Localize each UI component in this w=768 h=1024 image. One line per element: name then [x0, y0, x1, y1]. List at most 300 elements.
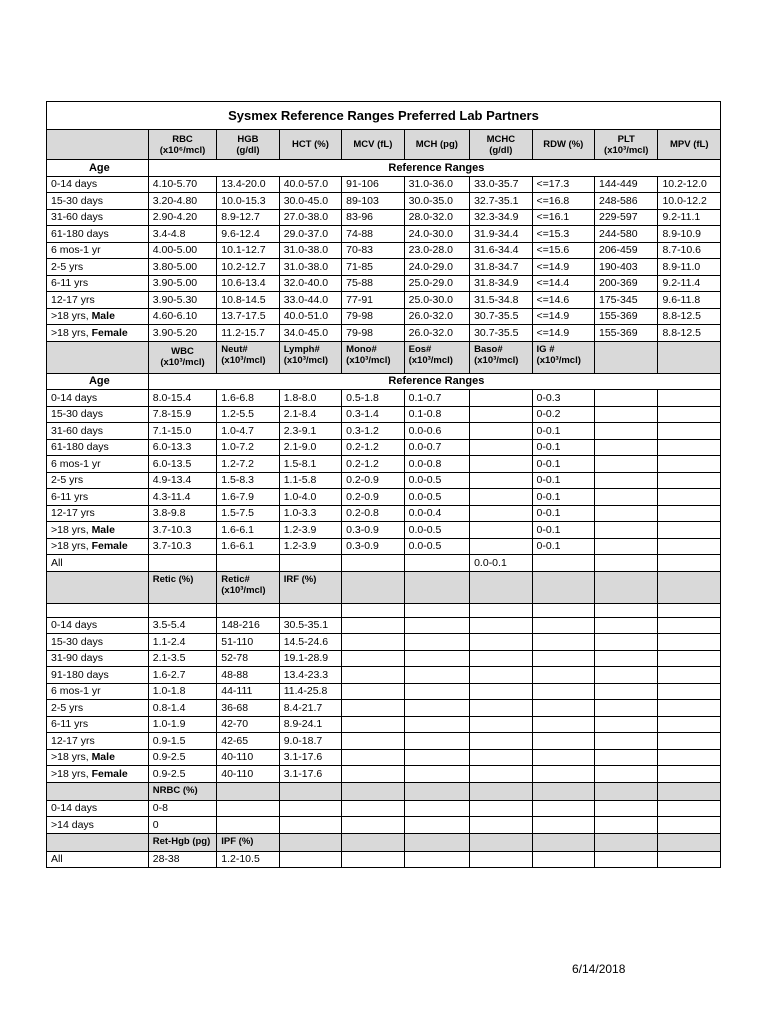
value-cell: 8.7-10.6 [658, 242, 721, 259]
value-cell: 0.1-0.7 [404, 390, 469, 407]
value-cell: 26.0-32.0 [404, 308, 469, 325]
table-row [47, 617, 721, 634]
spacer-row [47, 603, 721, 617]
value-cell: 8.9-11.0 [658, 259, 721, 276]
value-cell: 13.4-23.3 [279, 667, 341, 684]
value-cell [658, 423, 721, 440]
table-row [47, 851, 721, 868]
value-cell: 1.0-7.2 [217, 439, 279, 456]
value-cell [470, 489, 532, 506]
value-cell [658, 716, 721, 733]
value-cell [658, 683, 721, 700]
age-cell [47, 700, 149, 717]
age-cell [47, 193, 149, 210]
value-cell [470, 683, 532, 700]
age-cell [47, 439, 149, 456]
age-cell [47, 522, 149, 539]
table-row [47, 555, 721, 572]
value-cell: 1.2-3.9 [279, 538, 341, 555]
value-cell: 13.4-20.0 [217, 176, 279, 193]
value-cell: 1.2-5.5 [217, 406, 279, 423]
age-text: >18 yrs, [51, 540, 92, 553]
reference-ranges-label: Reference Ranges [148, 160, 720, 177]
table-row [47, 390, 721, 407]
value-cell [404, 650, 469, 667]
value-cell [279, 555, 341, 572]
header-row [47, 341, 721, 373]
value-cell: 33.0-44.0 [279, 292, 341, 309]
sex-label: Male [91, 751, 115, 764]
value-cell: 244-580 [595, 226, 658, 243]
value-cell [658, 505, 721, 522]
value-cell: 0.2-0.8 [342, 505, 404, 522]
value-cell [470, 538, 532, 555]
column-header [342, 833, 404, 851]
value-cell: 1.0-4.7 [217, 423, 279, 440]
age-cell [47, 634, 149, 651]
value-cell: <=14.4 [532, 275, 594, 292]
value-cell: 30.5-35.1 [279, 617, 341, 634]
value-cell: 91-106 [342, 176, 404, 193]
column-header [532, 833, 594, 851]
age-cell [47, 505, 149, 522]
value-cell: 0.3-0.9 [342, 538, 404, 555]
age-text: 2-5 yrs [51, 474, 84, 487]
value-cell: 0-0.1 [532, 522, 594, 539]
value-cell: 0.3-1.2 [342, 423, 404, 440]
value-cell [342, 766, 404, 783]
age-cell [47, 489, 149, 506]
value-cell: 1.2-7.2 [217, 456, 279, 473]
table-row [47, 683, 721, 700]
value-cell: 31.0-36.0 [404, 176, 469, 193]
value-cell: 0-0.1 [532, 538, 594, 555]
value-cell: 31.0-38.0 [279, 242, 341, 259]
value-cell [595, 538, 658, 555]
column-header-unit: (x10³/mcl) [160, 357, 205, 368]
value-cell [404, 634, 469, 651]
column-header [470, 130, 532, 160]
column-header-label: Mono# [346, 343, 377, 355]
value-cell [658, 817, 721, 834]
value-cell: 3.90-5.20 [148, 325, 217, 342]
value-cell [342, 683, 404, 700]
column-header [342, 571, 404, 603]
age-cell [47, 749, 149, 766]
value-cell: 11.2-15.7 [217, 325, 279, 342]
empty-cell [658, 603, 721, 617]
value-cell: 70-83 [342, 242, 404, 259]
value-cell [658, 667, 721, 684]
value-cell [470, 716, 532, 733]
value-cell: 44-111 [217, 683, 279, 700]
age-cell [47, 538, 149, 555]
age-text: 0-14 days [51, 802, 98, 815]
value-cell: 0-0.1 [532, 456, 594, 473]
value-cell: 2.90-4.20 [148, 209, 217, 226]
value-cell [658, 749, 721, 766]
age-cell [47, 683, 149, 700]
value-cell: 28-38 [148, 851, 217, 868]
value-cell: 175-345 [595, 292, 658, 309]
value-cell: 25.0-30.0 [404, 292, 469, 309]
value-cell: <=15.6 [532, 242, 594, 259]
value-cell [532, 700, 594, 717]
value-cell [470, 439, 532, 456]
sex-label: Female [91, 326, 128, 339]
age-text: >18 yrs, [51, 326, 92, 339]
age-text: 12-17 yrs [51, 734, 95, 747]
value-cell: 248-586 [595, 193, 658, 210]
sex-label: Male [91, 523, 115, 536]
value-cell: 3.8-9.8 [148, 505, 217, 522]
value-cell [342, 634, 404, 651]
age-text: >18 yrs, [51, 523, 92, 536]
value-cell: 1.6-7.9 [217, 489, 279, 506]
value-cell: 144-449 [595, 176, 658, 193]
age-cell [47, 325, 149, 342]
value-cell: 19.1-28.9 [279, 650, 341, 667]
column-header-unit: (x10³/mcl) [221, 354, 266, 366]
value-cell: 0.0-0.4 [404, 505, 469, 522]
column-header [148, 130, 217, 160]
age-cell [47, 617, 149, 634]
column-header-label: IG # [536, 343, 555, 355]
age-text: 0-14 days [51, 391, 98, 404]
value-cell [658, 489, 721, 506]
age-text: All [51, 556, 63, 569]
header-blank-cell [342, 782, 404, 800]
value-cell [658, 766, 721, 783]
value-cell: 190-403 [595, 259, 658, 276]
value-cell: 1.0-1.9 [148, 716, 217, 733]
table-row [47, 800, 721, 817]
age-cell [47, 209, 149, 226]
value-cell [532, 800, 594, 817]
age-text: 15-30 days [51, 408, 103, 421]
value-cell [342, 800, 404, 817]
table-row [47, 472, 721, 489]
value-cell: 0.0-0.5 [404, 538, 469, 555]
value-cell: 3.90-5.00 [148, 275, 217, 292]
empty-cell [47, 603, 149, 617]
age-text: 12-17 yrs [51, 507, 95, 520]
column-header [217, 130, 279, 160]
value-cell [658, 472, 721, 489]
value-cell [595, 423, 658, 440]
value-cell [658, 634, 721, 651]
value-cell: <=16.8 [532, 193, 594, 210]
empty-cell [279, 603, 341, 617]
value-cell: 29.0-37.0 [279, 226, 341, 243]
value-cell: 8.8-12.5 [658, 308, 721, 325]
age-text: 6 mos-1 yr [51, 685, 101, 698]
value-cell: 11.4-25.8 [279, 683, 341, 700]
age-cell [47, 733, 149, 750]
value-cell: 7.8-15.9 [148, 406, 217, 423]
column-header-label: IPF (%) [221, 835, 254, 847]
reference-ranges-table [46, 101, 721, 868]
column-header [658, 341, 721, 373]
value-cell: 48-88 [217, 667, 279, 684]
column-header [595, 341, 658, 373]
age-text: 91-180 days [51, 668, 109, 681]
value-cell [595, 716, 658, 733]
value-cell: 6.0-13.3 [148, 439, 217, 456]
column-header [404, 341, 469, 373]
value-cell [532, 749, 594, 766]
value-cell: 79-98 [342, 325, 404, 342]
column-header-label: NRBC (%) [152, 784, 198, 796]
table-row [47, 489, 721, 506]
value-cell: 31.5-34.8 [470, 292, 532, 309]
age-text: 61-180 days [51, 441, 109, 454]
value-cell: 4.00-5.00 [148, 242, 217, 259]
column-header-label: Retic# [221, 573, 250, 585]
value-cell [532, 716, 594, 733]
value-cell: 1.0-1.8 [148, 683, 217, 700]
value-cell: 0-0.1 [532, 423, 594, 440]
header-row [47, 130, 721, 160]
value-cell [532, 683, 594, 700]
age-cell [47, 308, 149, 325]
value-cell: 3.20-4.80 [148, 193, 217, 210]
value-cell [217, 555, 279, 572]
column-header-label: MCH (pg) [415, 139, 458, 150]
age-cell [47, 275, 149, 292]
value-cell [658, 555, 721, 572]
table-row [47, 456, 721, 473]
value-cell: 10.8-14.5 [217, 292, 279, 309]
value-cell: 0.2-1.2 [342, 439, 404, 456]
value-cell: 0.5-1.8 [342, 390, 404, 407]
value-cell: 4.60-6.10 [148, 308, 217, 325]
value-cell [404, 555, 469, 572]
value-cell: 8.0-15.4 [148, 390, 217, 407]
table-row [47, 423, 721, 440]
column-header-label: Retic (%) [152, 573, 194, 585]
value-cell: 32.3-34.9 [470, 209, 532, 226]
value-cell: 0.8-1.4 [148, 700, 217, 717]
value-cell [595, 456, 658, 473]
value-cell: 4.3-11.4 [148, 489, 217, 506]
value-cell: 206-459 [595, 242, 658, 259]
age-cell [47, 555, 149, 572]
value-cell [595, 439, 658, 456]
age-cell [47, 292, 149, 309]
age-text: >18 yrs, [51, 310, 92, 323]
value-cell: 1.6-6.1 [217, 538, 279, 555]
value-cell [595, 683, 658, 700]
column-header-label: MCV (fL) [353, 139, 393, 150]
column-header [148, 782, 217, 800]
header-blank-cell [47, 341, 149, 373]
table-title: Sysmex Reference Ranges Preferred Lab Partners [47, 102, 721, 130]
value-cell [404, 800, 469, 817]
column-header [217, 341, 279, 373]
value-cell [658, 650, 721, 667]
value-cell: 34.0-45.0 [279, 325, 341, 342]
header-blank-cell [279, 782, 341, 800]
value-cell: 1.2-3.9 [279, 522, 341, 539]
value-cell [470, 634, 532, 651]
value-cell: 155-369 [595, 308, 658, 325]
value-cell [342, 817, 404, 834]
value-cell [342, 617, 404, 634]
value-cell: <=16.1 [532, 209, 594, 226]
column-header-unit: (g/dl) [489, 144, 513, 156]
age-cell [47, 766, 149, 783]
value-cell [342, 650, 404, 667]
age-text: 61-180 days [51, 227, 109, 240]
value-cell: 0.3-0.9 [342, 522, 404, 539]
table-row [47, 226, 721, 243]
value-cell [595, 800, 658, 817]
age-text: >14 days [51, 818, 94, 831]
value-cell: 0.0-0.1 [470, 555, 532, 572]
table-row [47, 716, 721, 733]
value-cell [470, 390, 532, 407]
value-cell: 1.5-8.3 [217, 472, 279, 489]
value-cell: 0.2-0.9 [342, 489, 404, 506]
value-cell: 75-88 [342, 275, 404, 292]
value-cell [658, 522, 721, 539]
empty-cell [595, 603, 658, 617]
header-blank-cell [47, 130, 149, 160]
reference-ranges-row [47, 373, 721, 390]
value-cell [470, 472, 532, 489]
value-cell: 2.1-8.4 [279, 406, 341, 423]
column-header [595, 833, 658, 851]
header-blank-cell [404, 782, 469, 800]
value-cell [595, 733, 658, 750]
value-cell: 200-369 [595, 275, 658, 292]
value-cell [595, 749, 658, 766]
value-cell: 0.2-0.9 [342, 472, 404, 489]
value-cell: 155-369 [595, 325, 658, 342]
sex-label: Male [91, 310, 115, 323]
value-cell: 8.9-10.9 [658, 226, 721, 243]
value-cell: 148-216 [217, 617, 279, 634]
column-header-unit: (g/dl) [236, 144, 260, 156]
value-cell: 40-110 [217, 766, 279, 783]
value-cell [658, 538, 721, 555]
age-text: 0-14 days [51, 619, 98, 632]
value-cell: 0.0-0.7 [404, 439, 469, 456]
table-row [47, 667, 721, 684]
table-row [47, 259, 721, 276]
value-cell: 3.7-10.3 [148, 522, 217, 539]
table-row [47, 650, 721, 667]
value-cell [404, 766, 469, 783]
column-header-unit: (x10³/mcl) [536, 354, 581, 366]
value-cell: 1.5-7.5 [217, 505, 279, 522]
value-cell: 1.6-2.7 [148, 667, 217, 684]
column-header-label: Ret-Hgb (pg) [152, 835, 211, 847]
table-row [47, 505, 721, 522]
value-cell [470, 456, 532, 473]
column-header [404, 833, 469, 851]
column-header [470, 341, 532, 373]
table-row [47, 634, 721, 651]
value-cell: 10.0-15.3 [217, 193, 279, 210]
header-row [47, 782, 721, 800]
value-cell: 3.80-5.00 [148, 259, 217, 276]
empty-cell [342, 603, 404, 617]
header-blank-cell [217, 782, 279, 800]
table-row [47, 242, 721, 259]
column-header [279, 341, 341, 373]
header-row [47, 571, 721, 603]
value-cell: 42-70 [217, 716, 279, 733]
table-row [47, 176, 721, 193]
value-cell: 10.2-12.0 [658, 176, 721, 193]
value-cell: 10.0-12.2 [658, 193, 721, 210]
age-text: 6-11 yrs [51, 490, 89, 503]
value-cell [342, 851, 404, 868]
age-text: 6 mos-1 yr [51, 244, 101, 257]
value-cell: 0.0-0.5 [404, 472, 469, 489]
value-cell: 9.6-11.8 [658, 292, 721, 309]
value-cell: 52-78 [217, 650, 279, 667]
value-cell: 24.0-30.0 [404, 226, 469, 243]
value-cell: 36-68 [217, 700, 279, 717]
age-cell [47, 423, 149, 440]
empty-cell [470, 603, 532, 617]
column-header [532, 130, 594, 160]
value-cell [470, 700, 532, 717]
age-cell [47, 716, 149, 733]
value-cell: 1.6-6.1 [217, 522, 279, 539]
value-cell [532, 766, 594, 783]
value-cell: 0.2-1.2 [342, 456, 404, 473]
header-blank-cell [658, 782, 721, 800]
column-header-label: HCT (%) [291, 139, 329, 150]
column-header-label: Lymph# [283, 343, 320, 355]
value-cell: 0.9-2.5 [148, 766, 217, 783]
age-cell [47, 406, 149, 423]
empty-cell [404, 603, 469, 617]
age-cell [47, 259, 149, 276]
value-cell [595, 617, 658, 634]
value-cell: 1.1-5.8 [279, 472, 341, 489]
value-cell: 74-88 [342, 226, 404, 243]
value-cell: 31.8-34.7 [470, 259, 532, 276]
column-header-unit: (x10³/mcl) [283, 354, 329, 366]
value-cell: 1.5-8.1 [279, 456, 341, 473]
age-text: 2-5 yrs [51, 260, 84, 273]
value-cell: <=14.6 [532, 292, 594, 309]
table-row [47, 766, 721, 783]
age-cell [47, 817, 149, 834]
value-cell: 10.2-12.7 [217, 259, 279, 276]
age-text: 15-30 days [51, 194, 103, 207]
value-cell [532, 667, 594, 684]
age-cell [47, 650, 149, 667]
value-cell [595, 522, 658, 539]
value-cell [342, 667, 404, 684]
value-cell: 0-0.3 [532, 390, 594, 407]
table-row [47, 733, 721, 750]
value-cell: 33.0-35.7 [470, 176, 532, 193]
column-header [532, 341, 594, 373]
value-cell [470, 650, 532, 667]
value-cell: 3.1-17.6 [279, 766, 341, 783]
value-cell: 9.6-12.4 [217, 226, 279, 243]
age-text: 12-17 yrs [51, 293, 95, 306]
value-cell: 4.9-13.4 [148, 472, 217, 489]
column-header-unit: (x10³/mcl) [604, 144, 649, 156]
